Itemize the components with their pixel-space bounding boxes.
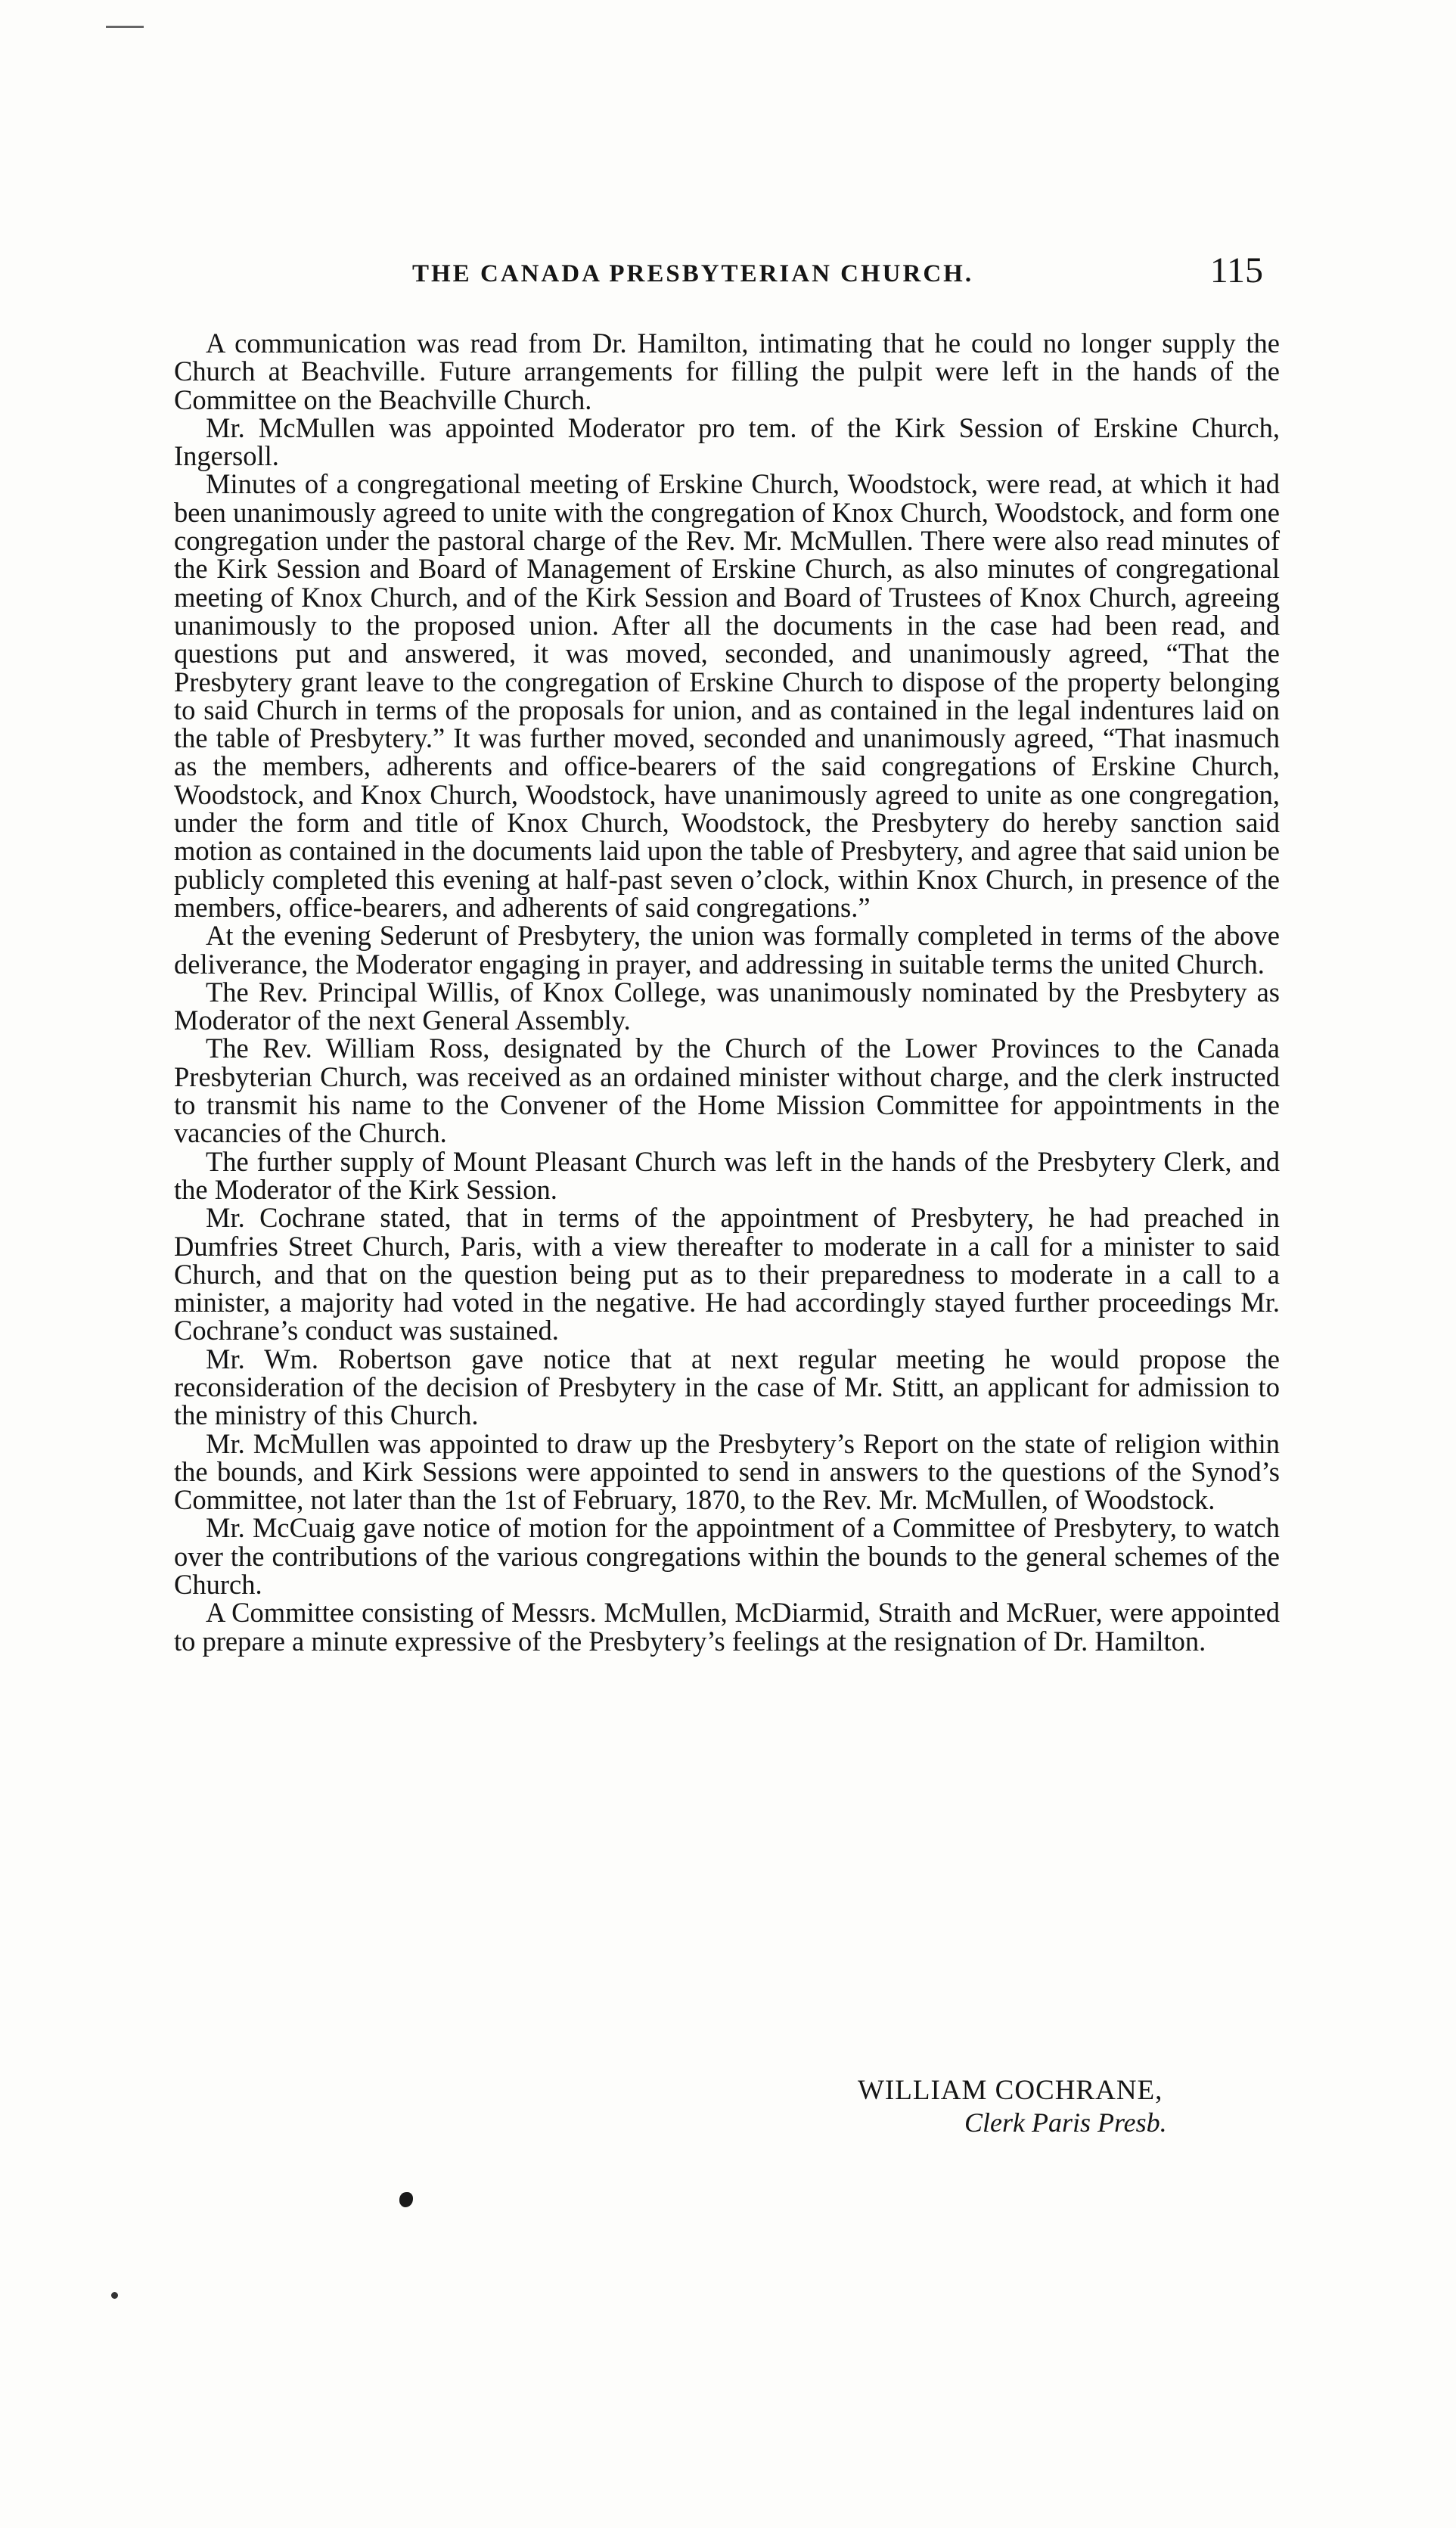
signature-block — [832, 2074, 1286, 2138]
signatory-title: Clerk Paris Presb. — [964, 2107, 1167, 2138]
signatory-name: WILLIAM COCHRANE, — [858, 2075, 1163, 2106]
scan-speck-top — [106, 26, 144, 28]
paragraph-evening-sederunt: At the evening Sederunt of Presbytery, the union was formally completed in terms of the above deliverance, the Moderator engaging in prayer, and addressing in suitable terms the united Church. — [174, 920, 1280, 980]
paragraph-committee-minute: A Committee consisting of Messrs. McMullen, McDiarmid, Straith and McRuer, were appointed to prepare a minute expressive of the Presbytery’s feelings at the resignation of Dr. Hamilton. — [174, 1597, 1280, 1657]
paragraph-mount-pleasant: The further supply of Mount Pleasant Church was left in the hands of the Presbytery Clerk, and the Moderator of the Kirk Session. — [174, 1145, 1280, 1205]
paragraph-hamilton-communication: A communication was read from Dr. Hamilton, intimating that he could no longer supply the Church at Beachville. Future arrangements for filling the pulpit were left in the hands of the Committee on the Beachville Church. — [174, 328, 1280, 415]
paragraph-willis-nomination: The Rev. Principal Willis, of Knox College, was unanimously nominated by the Presbytery as Moderator of the next General Assembly. — [174, 976, 1280, 1036]
scan-speck-bottom — [111, 2292, 118, 2299]
page-header — [174, 250, 1278, 303]
paragraph-robertson-notice: Mr. Wm. Robertson gave notice that at next regular meeting he would propose the reconsideration of the decision of Presbytery in the case of Mr. Stitt, an applicant for admission to the ministry of this Church. — [174, 1343, 1280, 1431]
paragraph-union-minutes: Minutes of a congregational meeting of Erskine Church, Woodstock, were read, at which it had been unanimously agreed to unite with the congregation of Knox Church, Woodstock, and form one congregation under the pastoral charge of the Rev. Mr. McMullen. There were also read minutes of the Kirk Session and Board of Management of Erskine Church, as also minutes of congregational meeting of Knox Church, and of the Kirk Session and Board of Trustees of Knox Church, agreeing unanimously to the proposed union. After all the documents in the case had been read, and questions put and answered, it was moved, seconded, and unanimously agreed, “That the Presbytery grant leave to the congregation of Erskine Church to dispose of the property belonging to said Church in terms of the proposals for union, and as contained in the legal indentures laid on the table of Presbytery.” It was further moved, seconded and unanimously agreed, “That inasmuch as the members, adherents and office-bearers of the said congregations of Erskine Church, Woodstock, and Knox Church, Woodstock, have unanimously agreed to unite as one congregation, under the form and title of Knox Church, Woodstock, the Presbytery do hereby sanction said motion as contained in the documents laid upon the table of Presbytery, and agree that said union be publicly completed this evening at half-past seven o’clock, within Knox Church, in presence of the members, office-bearers, and adherents of said congregations.” — [174, 468, 1280, 923]
ink-blot — [399, 2192, 413, 2207]
paragraph-moderator-pro-tem: Mr. McMullen was appointed Moderator pro tem. of the Kirk Session of Erskine Church, Ingersoll. — [174, 411, 1280, 472]
paragraph-state-of-religion: Mr. McMullen was appointed to draw up the Presbytery’s Report on the state of religion within the bounds, and Kirk Sessions were appointed to send in answers to the questions of the Synod’s Committee, not later than the 1st of February, 1870, to the Rev. Mr. McMullen, of Woodstock. — [174, 1427, 1280, 1516]
page-number: 115 — [1209, 250, 1263, 290]
paragraph-mccuaig-motion: Mr. McCuaig gave notice of motion for the appointment of a Committee of Presbytery, to watch over the contributions of the various congregations within the bounds to the general schemes of the Church. — [174, 1512, 1280, 1601]
minutes-body — [174, 329, 1280, 1655]
paragraph-william-ross: The Rev. William Ross, designated by the Church of the Lower Provinces to the Canada Presbyterian Church, was received as an ordained minister without charge, and the clerk instructed to transmit his name to the Convener of the Home Mission Committee for appointments in the vacancies of the Church. — [174, 1033, 1280, 1149]
paragraph-cochrane-paris: Mr. Cochrane stated, that in terms of the appointment of Presbytery, he had preached in Dumfries Street Church, Paris, with a view thereafter to moderate in a call for a minister to said Church, and that on the question being put as to their preparedness to moderate in a call to a minister, a majority had voted in the negative. He had accordingly stayed further proceedings Mr. Cochrane’s conduct was sustained. — [174, 1202, 1280, 1346]
running-head: THE CANADA PRESBYTERIAN CHURCH. — [412, 260, 974, 287]
